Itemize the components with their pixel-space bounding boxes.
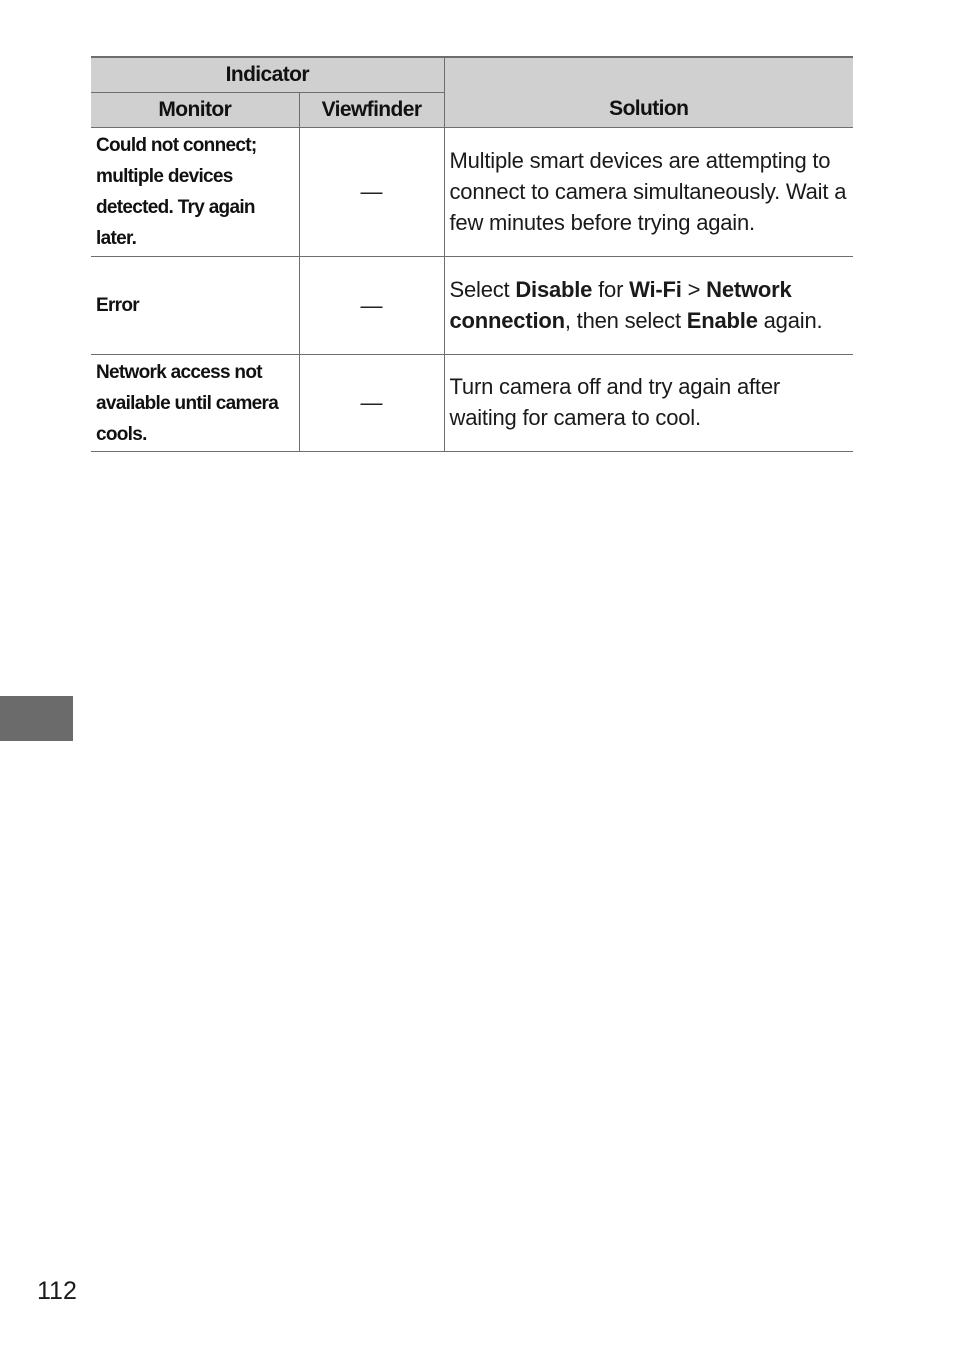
header-viewfinder: Viewfinder [299,93,444,128]
viewfinder-indicator: — [299,257,444,355]
viewfinder-indicator: — [299,128,444,257]
solution-run: for [592,276,630,302]
viewfinder-indicator: — [299,355,444,452]
page-number: 112 [37,1277,77,1305]
table-row [91,355,853,452]
solution-emphasis: Disable [515,276,593,302]
solution-text [444,257,853,355]
solution-emphasis: Wi-Fi [629,276,682,302]
header-indicator: Indicator [91,57,444,93]
monitor-message: Error [91,257,299,355]
solution-emphasis: Network connection [449,276,792,333]
section-thumb-tab [0,696,73,741]
table-row [91,257,853,355]
solution-run: Multiple smart devices are attempting to connect to camera simultaneously. Wait a few minutes before trying again. [449,147,847,235]
monitor-message: Network access not available until camera cools. [91,355,299,452]
solution-run: > [681,276,707,302]
solution-run: again. [757,307,823,333]
header-monitor: Monitor [91,93,299,128]
troubleshooting-table [91,56,853,452]
header-solution: Solution [444,57,853,128]
solution-run: , then select [564,307,687,333]
solution-text [444,128,853,257]
table-row [91,128,853,257]
solution-text [444,355,853,452]
solution-emphasis: Enable [686,307,758,333]
solution-run: Select [449,276,516,302]
monitor-message: Could not connect; multiple devices detected. Try again later. [91,128,299,257]
solution-run: Turn camera off and try again after waiting for camera to cool. [449,374,781,430]
